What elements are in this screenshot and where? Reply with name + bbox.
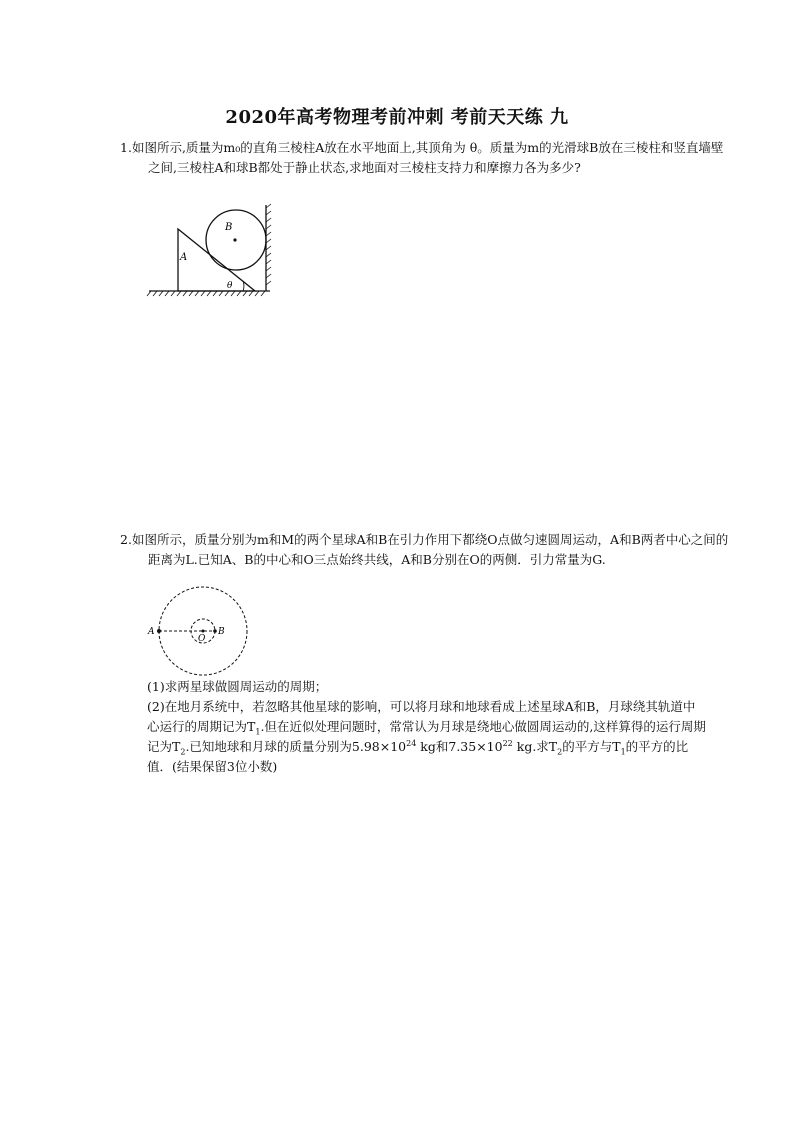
figure-prism-ball bbox=[145, 200, 275, 300]
question-1-text: 如图所示,质量为m₀的直角三棱柱A放在水平地面上,其顶角为 θ。质量为m的光滑球B放在三棱柱和竖直墙壁之间,三棱柱A和球B都处于静止状态,求地面对三棱柱支持力和摩擦力各为多少? bbox=[131, 140, 724, 175]
label-prism-a: A bbox=[180, 252, 188, 263]
question-2-part-1: (1)求两星球做圆周运动的周期； bbox=[147, 679, 328, 694]
label-star-a: A bbox=[148, 627, 155, 637]
question-2-number: 2. bbox=[120, 532, 132, 547]
page-title: 2020年高考物理考前冲刺 考前天天练 九 bbox=[225, 107, 569, 128]
label-angle-theta: θ bbox=[227, 281, 233, 291]
label-ball-b: B bbox=[225, 222, 233, 233]
label-star-b: B bbox=[218, 627, 225, 637]
question-1 bbox=[120, 138, 733, 178]
label-center-o: O bbox=[198, 634, 206, 644]
question-2-text: 如图所示，质量分别为m和M的两个星球A和B在引力作用下都绕O点做匀速圆周运动，A和B两者中心之间的距离为L.已知A、B的中心和O三点始终共线，A和B分别在O的两侧．引力常量为G. bbox=[131, 532, 729, 567]
figure-binary-stars bbox=[145, 585, 250, 677]
question-1-number: 1. bbox=[120, 140, 132, 155]
question-2-part-2: (2)在地月系统中，若忽略其他星球的影响，可以将月球和地球看成上述星球A和B，月球绕其轨道中心运行的周期记为$T_1$.但在近似处理问题时，常常认为月球是绕地心做圆周运动的,这样算得的运行周期记为$T_2$.已知地球和月球的质量分别为$5.98\times 10^{24}$ kg和$7.35\times 10^{22}$ kg.求$T_2$的平方与$T_1$的平方的比值．(结果保留3位小数) bbox=[147, 699, 706, 774]
question-2 bbox=[120, 530, 733, 570]
